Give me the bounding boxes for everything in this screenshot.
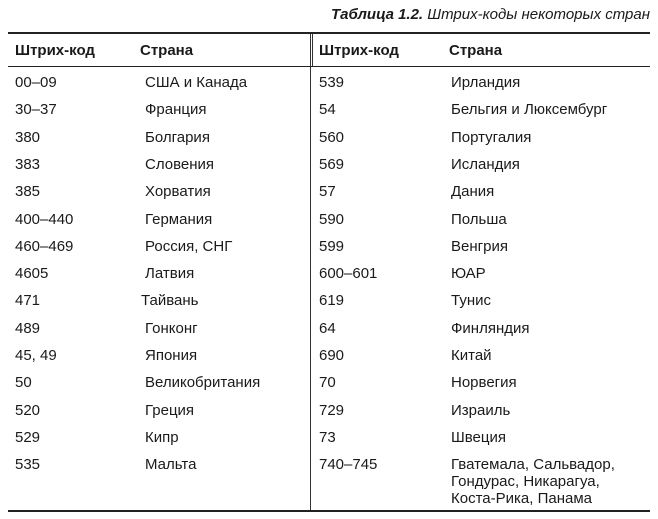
right-row-country: Норвегия bbox=[451, 374, 517, 391]
right-row-country: Китай bbox=[451, 347, 492, 364]
left-row-country: Болгария bbox=[145, 129, 210, 146]
right-row-code: 690 bbox=[319, 347, 345, 364]
column-divider-header bbox=[310, 34, 313, 66]
left-row-code: 30–37 bbox=[15, 101, 57, 118]
right-row-code: 590 bbox=[319, 211, 345, 228]
left-row-code: 380 bbox=[15, 129, 41, 146]
right-row-code: 599 bbox=[319, 238, 345, 255]
left-row-country: Греция bbox=[145, 402, 195, 419]
right-row-code: 560 bbox=[319, 129, 345, 146]
left-row-country: Россия, СНГ bbox=[145, 238, 233, 255]
left-row-country: Латвия bbox=[145, 265, 195, 282]
column-divider-body bbox=[310, 67, 311, 510]
left-row-country: Хорватия bbox=[145, 183, 211, 200]
left-row-code: 535 bbox=[15, 456, 41, 473]
right-row-country: Гватемала, Сальвадор, Гондурас, Никарагуа, Коста-Рика, Панама bbox=[451, 456, 615, 507]
right-row-country: Тунис bbox=[451, 292, 491, 309]
left-header-code: Штрих-код bbox=[15, 42, 95, 59]
right-row-country: Финляндия bbox=[451, 320, 530, 337]
left-row-code: 4605 bbox=[15, 265, 49, 282]
right-row-code: 539 bbox=[319, 74, 345, 91]
right-row-code: 54 bbox=[319, 101, 336, 118]
right-header-country: Страна bbox=[449, 42, 503, 59]
right-header-code: Штрих-код bbox=[319, 42, 399, 59]
right-row-country: Польша bbox=[451, 211, 507, 228]
table-caption-number: Таблица 1.2. bbox=[330, 6, 424, 23]
right-row-country: Исландия bbox=[451, 156, 520, 173]
left-row-country: Мальта bbox=[145, 456, 197, 473]
table-bottom-rule bbox=[8, 510, 650, 512]
right-row-code: 73 bbox=[319, 429, 336, 446]
right-row-country: Венгрия bbox=[451, 238, 508, 255]
right-row-code: 740–745 bbox=[319, 456, 378, 473]
left-row-country: Тайвань bbox=[141, 292, 199, 309]
left-row-code: 385 bbox=[15, 183, 41, 200]
right-row-code: 57 bbox=[319, 183, 336, 200]
right-row-country: Дания bbox=[451, 183, 495, 200]
left-row-code: 471 bbox=[15, 292, 41, 309]
left-row-code: 45, 49 bbox=[15, 347, 57, 364]
left-row-country: Япония bbox=[145, 347, 198, 364]
table-header-rule bbox=[8, 66, 650, 67]
right-row-country: Ирландия bbox=[451, 74, 521, 91]
left-row-code: 00–09 bbox=[15, 74, 57, 91]
table-top-rule bbox=[8, 32, 650, 34]
table-caption-title: Штрих-коды некоторых стран bbox=[423, 6, 650, 23]
left-row-country: Словения bbox=[145, 156, 215, 173]
left-row-code: 383 bbox=[15, 156, 41, 173]
right-row-country: Португалия bbox=[451, 129, 532, 146]
left-row-code: 529 bbox=[15, 429, 41, 446]
right-row-code: 64 bbox=[319, 320, 336, 337]
left-row-country: Франция bbox=[145, 101, 207, 118]
right-row-code: 729 bbox=[319, 402, 345, 419]
left-header-country: Страна bbox=[140, 42, 194, 59]
right-row-code: 619 bbox=[319, 292, 345, 309]
right-row-code: 70 bbox=[319, 374, 336, 391]
right-row-country: Швеция bbox=[451, 429, 506, 446]
left-row-code: 520 bbox=[15, 402, 41, 419]
left-row-code: 489 bbox=[15, 320, 41, 337]
left-row-country: Гонконг bbox=[145, 320, 198, 337]
right-row-country: ЮАР bbox=[451, 265, 486, 282]
left-row-country: Кипр bbox=[145, 429, 179, 446]
right-row-code: 569 bbox=[319, 156, 345, 173]
left-row-code: 50 bbox=[15, 374, 32, 391]
right-row-code: 600–601 bbox=[319, 265, 378, 282]
left-row-country: Германия bbox=[145, 211, 213, 228]
left-row-code: 400–440 bbox=[15, 211, 74, 228]
left-row-country: Великобритания bbox=[145, 374, 261, 391]
right-row-country: Бельгия и Люксембург bbox=[451, 101, 608, 118]
left-row-country: США и Канада bbox=[145, 74, 248, 91]
right-row-country: Израиль bbox=[451, 402, 511, 419]
left-row-code: 460–469 bbox=[15, 238, 74, 255]
table-caption bbox=[331, 6, 650, 23]
